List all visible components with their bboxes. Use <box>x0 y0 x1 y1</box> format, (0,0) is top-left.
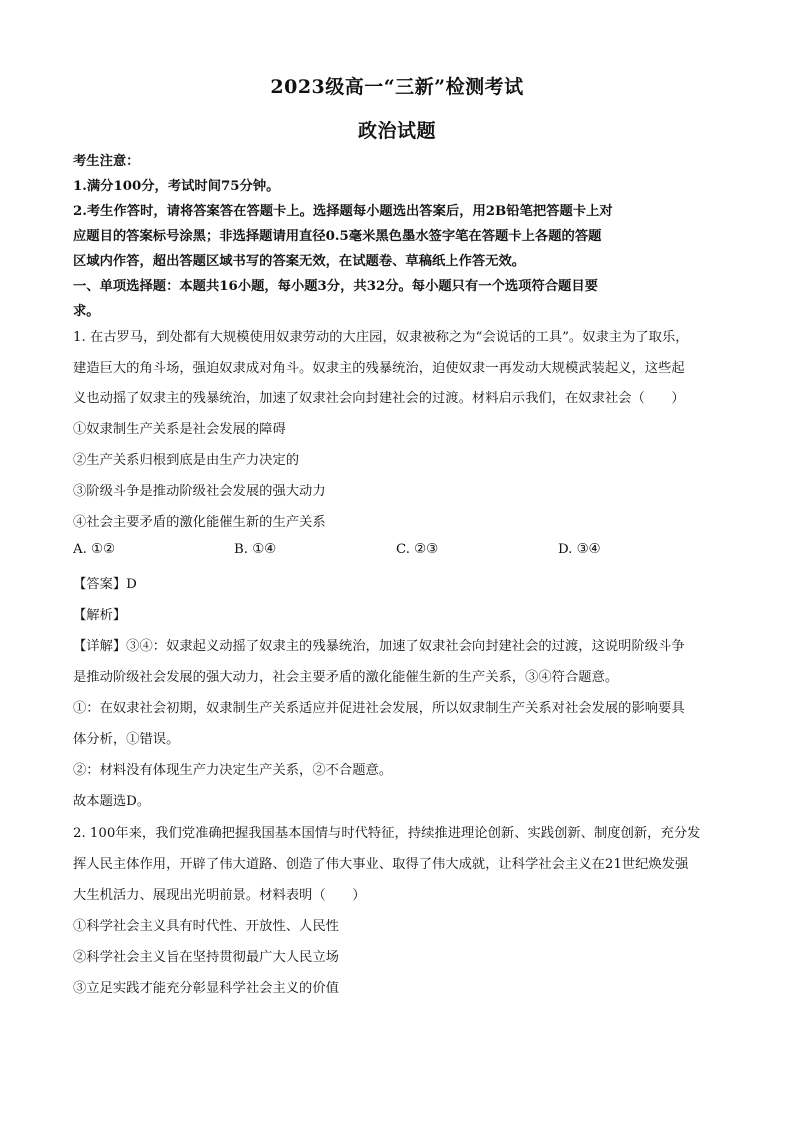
q1-answer: 【答案】D <box>73 577 137 592</box>
q2-stem-line-3: 大生机活力、展现出光明前景。材料表明（ ） <box>73 888 366 903</box>
q1-stem-line-1: 1. 在古罗马，到处都有大规模使用奴隶劳动的大庄园，奴隶被称之为“会说话的工具”。奴隶主为了取乐， <box>73 330 689 345</box>
q1-detail-line-2: 是推动阶级社会发展的强大动力，社会主要矛盾的激化能催生新的生产关系，③④符合题意。 <box>73 670 619 685</box>
notice-item-2-line-2: 应题目的答案标号涂黑；非选择题请用直径0.5毫米黑色墨水签字笔在答题卡上各题的答题 <box>73 229 602 244</box>
notice-item-1: 1.满分100分，考试时间75分钟。 <box>73 179 280 194</box>
q1-option-a: A. ①② <box>73 542 115 557</box>
q1-detail-line-3: ①：在奴隶社会初期，奴隶制生产关系适应并促进社会发展，所以奴隶制生产关系对社会发展的影响要具 <box>73 701 685 716</box>
q1-stem-line-3: 义也动摇了奴隶主的残暴统治，加速了奴隶社会向封建社会的过渡。材料启示我们，在奴隶社会（ ） <box>73 391 685 406</box>
q1-statement-4: ④社会主要矛盾的激化能催生新的生产关系 <box>73 515 326 530</box>
q2-statement-1: ①科学社会主义具有时代性、开放性、人民性 <box>73 919 339 934</box>
q1-detail-line-5: ②：材料没有体现生产力决定生产关系，②不合题意。 <box>73 763 393 778</box>
q2-stem-line-1: 2. 100年来，我们党准确把握我国基本国情与时代特征，持续推进理论创新、实践创新、制度创新，充分发 <box>73 826 701 841</box>
notice-item-2-line-3: 区域内作答，超出答题区域书写的答案无效，在试题卷、草稿纸上作答无效。 <box>73 254 526 269</box>
q1-statement-1: ①奴隶制生产关系是社会发展的障碍 <box>73 422 286 437</box>
subject-title: 政治试题 <box>357 120 436 142</box>
q1-option-d: D. ③④ <box>558 542 601 557</box>
q2-stem-line-2: 挥人民主体作用，开辟了伟大道路、创造了伟大事业、取得了伟大成就，让科学社会主义在21世纪焕发强 <box>73 857 689 872</box>
q1-detail-line-1: 【详解】③④：奴隶起义动摇了奴隶主的残暴统治，加速了奴隶社会向封建社会的过渡，这说明阶级斗争 <box>73 639 685 654</box>
section-heading-line-2: 求。 <box>73 304 100 319</box>
q1-conclusion: 故本题选D。 <box>73 794 151 809</box>
q1-option-b: B. ①④ <box>234 542 277 557</box>
q1-statement-3: ③阶级斗争是推动阶级社会发展的强大动力 <box>73 484 326 499</box>
q1-option-c: C. ②③ <box>396 542 438 557</box>
notice-item-2-line-1: 2.考生作答时，请将答案答在答题卡上。选择题每小题选出答案后，用2B铅笔把答题卡上对 <box>73 204 613 219</box>
exam-title: 2023级高一“三新”检测考试 <box>270 76 524 98</box>
q1-stem-line-2: 建造巨大的角斗场，强迫奴隶成对角斗。奴隶主的残暴统治，迫使奴隶一再发动大规模武装起义，这些起 <box>73 361 685 376</box>
notice-heading: 考生注意： <box>73 154 140 169</box>
q1-detail-line-4: 体分析，①错误。 <box>73 732 180 747</box>
q2-statement-3: ③立足实践才能充分彰显科学社会主义的价值 <box>73 981 339 996</box>
q1-statement-2: ②生产关系归根到底是由生产力决定的 <box>73 453 300 468</box>
section-heading-line-1: 一、单项选择题：本题共16小题，每小题3分，共32分。每小题只有一个选项符合题目要 <box>73 279 598 294</box>
q2-statement-2: ②科学社会主义旨在坚持贯彻最广大人民立场 <box>73 950 339 965</box>
q1-analysis-label: 【解析】 <box>73 608 127 623</box>
